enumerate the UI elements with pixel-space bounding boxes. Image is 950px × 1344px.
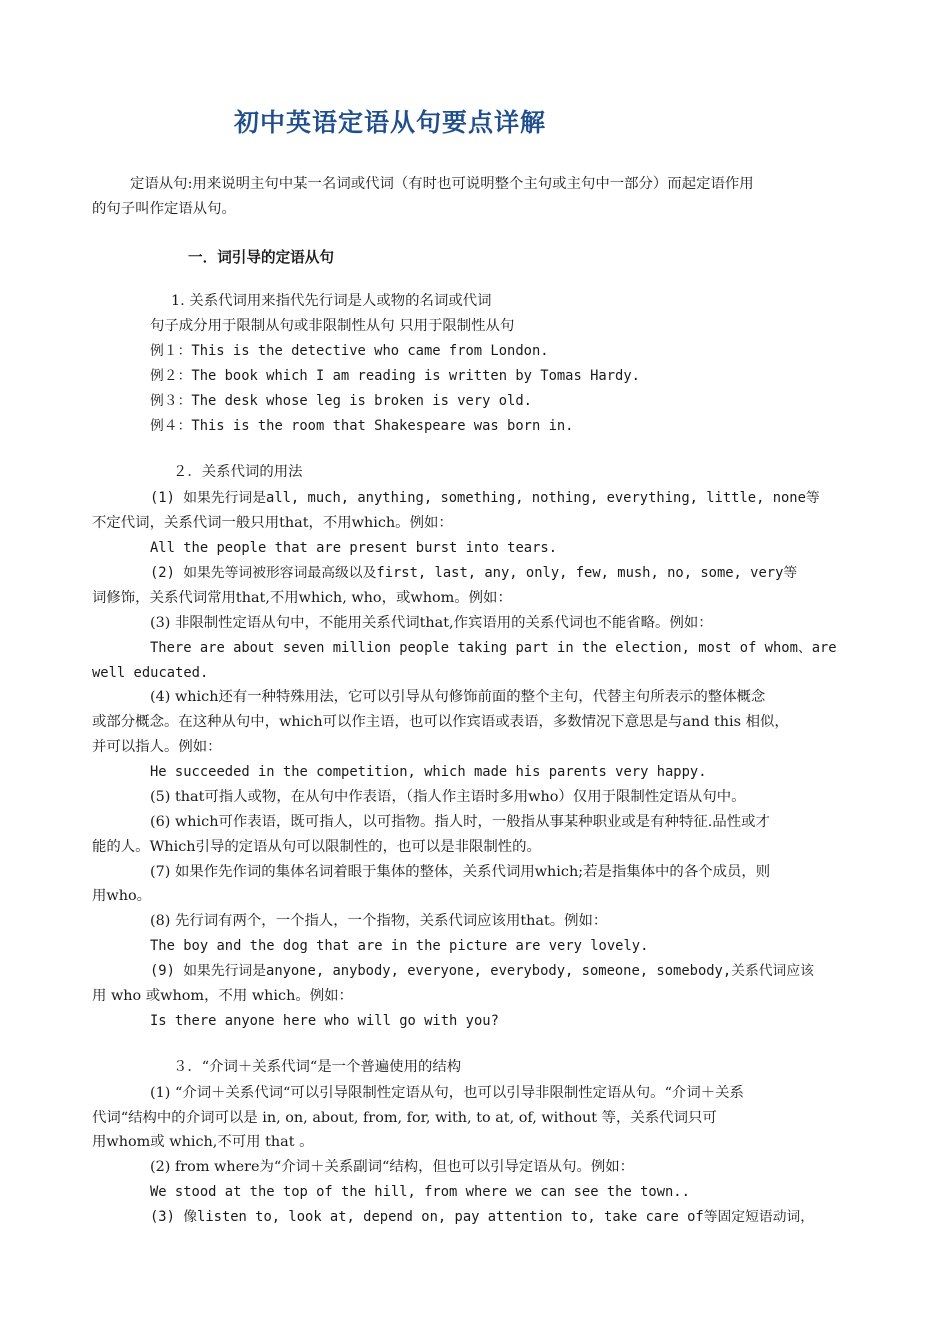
rule-8-example: The boy and the dog that are in the picture are very lovely. <box>150 938 649 954</box>
rule-6-line-1: (6) which可作表语，既可指人，以可指物。指人时，一般指从事某种职业或是有种特征.品性或才 <box>150 814 770 830</box>
rule-1-example: All the people that are present burst into tears. <box>150 540 558 556</box>
rule-9-line-1: (9) 如果先行词是anyone, anybody, everyone, everybody, someone, somebody,关系代词应该 <box>150 963 814 979</box>
rule-7-line-2: 用who。 <box>92 888 152 904</box>
example-2: 例２：The book which I am reading is written by Tomas Hardy. <box>150 368 640 384</box>
prep-rule-2-example: We stood at the top of the hill, from where we can see the town.. <box>150 1184 690 1200</box>
rule-3-line-1: (3) 非限制性定语从句中，不能用关系代词that,作宾语用的关系代词也不能省略。例如： <box>150 615 713 631</box>
rule-2-line-2: 词修饰，关系代词常用that,不用which, who，或whom。例如： <box>92 590 512 606</box>
prep-rule-1-line-2: 代词“结构中的介词可以是 in, on, about, from, for, with, to at, of, without 等，关系代词只可 <box>92 1110 717 1126</box>
rule-4-example: He succeeded in the competition, which made his parents very happy. <box>150 764 707 780</box>
rule-1-line-2: 不定代词，关系代词一般只用that，不用which。例如： <box>92 515 453 531</box>
intro-line-1: 定语从句:用来说明主句中某一名词或代词（有时也可说明整个主句或主句中一部分）而起定语作用 <box>130 176 754 192</box>
rule-4-line-3: 并可以指人。例如： <box>92 739 222 755</box>
subsection-3-title: ３．“介词＋关系代词“是一个普遍使用的结构 <box>173 1059 462 1075</box>
prep-rule-1-line-1: (1) “介词＋关系代词“可以引导限制性定语从句，也可以引导非限制性定语从句。“介词＋关系 <box>150 1085 744 1101</box>
rule-6-line-2: 能的人。Which引导的定语从句可以限制性的，也可以是非限制性的。 <box>92 839 541 855</box>
example-3: 例３：The desk whose leg is broken is very old. <box>150 393 532 409</box>
rule-4-line-1: (4) which还有一种特殊用法，它可以引导从句修饰前面的整个主句，代替主句所表示的整体概念 <box>150 689 766 705</box>
rule-8: (8) 先行词有两个，一个指人，一个指物，关系代词应该用that。例如： <box>150 913 608 929</box>
prep-rule-1-line-3: 用whom或 which,不可用 that 。 <box>92 1134 314 1150</box>
rule-2-line-1: (2) 如果先等词被形容词最高级以及first, last, any, only, few, mush, no, some, very等 <box>150 565 798 581</box>
rule-7-line-1: (7) 如果作先作词的集体名词着眼于集体的整体，关系代词用which;若是指集体中的各个成员，则 <box>150 864 771 880</box>
rule-5: (5) that可指人或物，在从句中作表语，（指人作主语时多用who）仅用于限制性定语从句中。 <box>150 789 746 805</box>
example-1: 例１：This is the detective who came from London. <box>150 343 549 359</box>
prep-rule-2: (2) from where为“介词＋关系副词“结构，但也可以引导定语从句。例如： <box>150 1159 635 1175</box>
rule-3-example-2: well educated. <box>92 665 209 681</box>
rule-1-line-1: (1) 如果先行词是all, much, anything, something, nothing, everything, little, none等 <box>150 490 820 506</box>
rule-9-line-2: 用 who 或whom，不用 which。例如： <box>92 988 353 1004</box>
example-4: 例４：This is the room that Shakespeare was born in. <box>150 418 574 434</box>
intro-line-2: 的句子叫作定语从句。 <box>92 201 236 217</box>
document-title: 初中英语定语从句要点详解 <box>234 108 547 137</box>
rule-3-example-1: There are about seven million people taking part in the election, most of whom、are <box>150 640 837 656</box>
subsection-1-title: 1. 关系代词用来指代先行词是人或物的名词或代词 <box>171 293 492 309</box>
rule-9-example: Is there anyone here who will go with you? <box>150 1013 499 1029</box>
subsection-2-title: ２．关系代词的用法 <box>173 464 303 480</box>
rule-4-line-2: 或部分概念。在这种从句中，which可以作主语，也可以作宾语或表语，多数情况下意思是与and this 相似， <box>92 714 789 730</box>
section-heading: 一．词引导的定语从句 <box>188 249 334 266</box>
prep-rule-3: (3) 像listen to, look at, depend on, pay attention to, take care of等固定短语动词， <box>150 1209 815 1225</box>
subsection-1-note: 句子成分用于限制从句或非限制性从句 只用于限制性从句 <box>150 318 515 334</box>
